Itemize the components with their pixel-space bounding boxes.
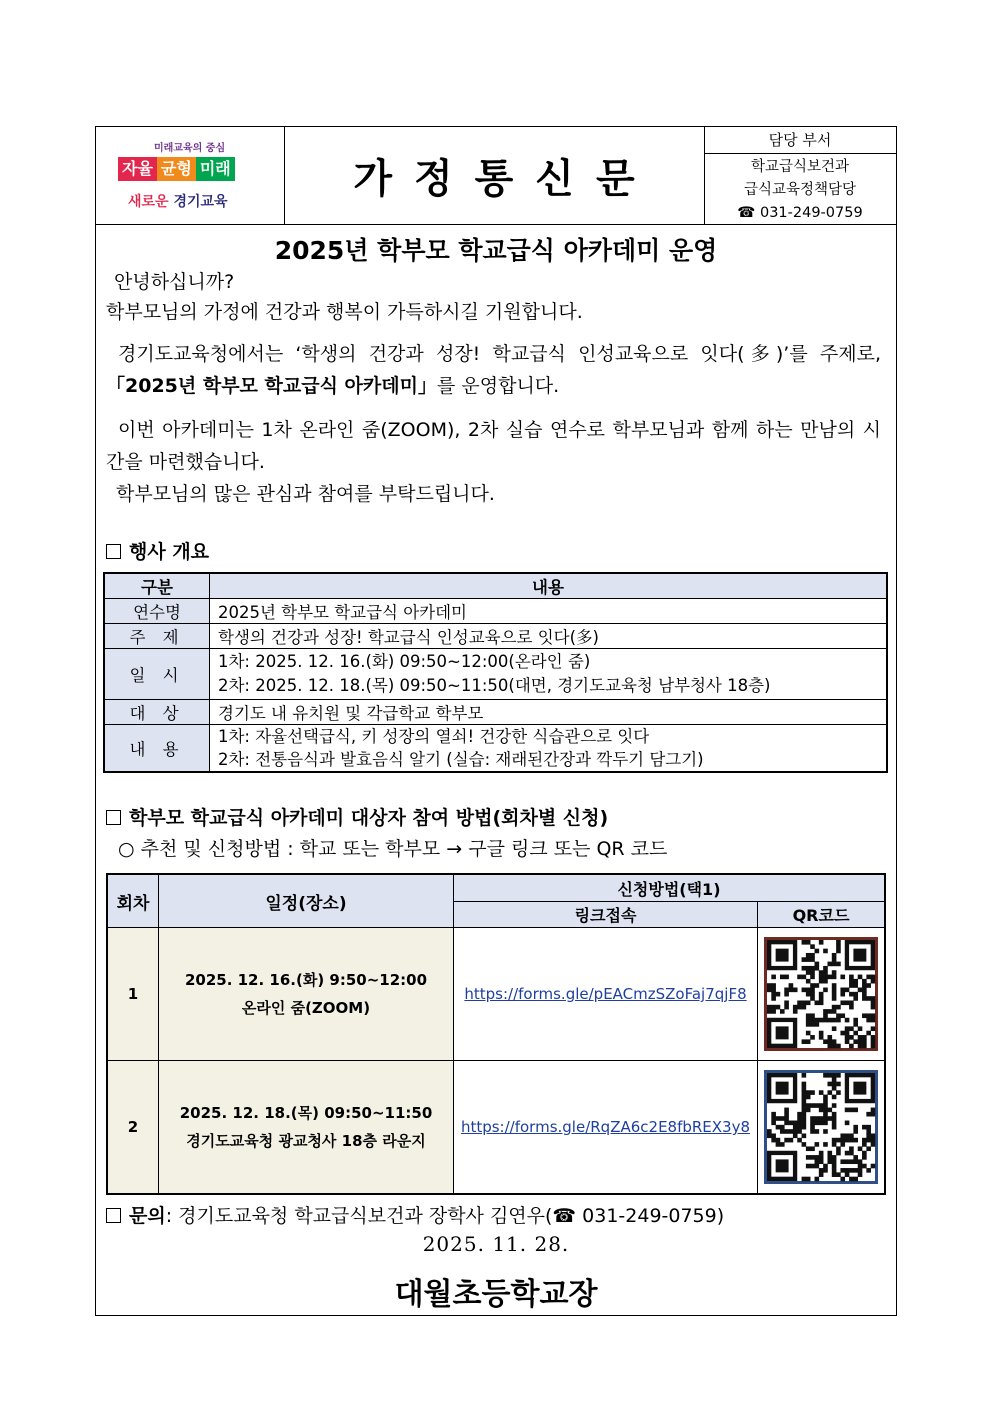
overview-heading-text: 행사 개요 xyxy=(129,541,210,563)
table-row xyxy=(104,624,887,649)
row-key: 대 상 xyxy=(104,700,210,725)
apply-link-2[interactable]: https://forms.gle/RqZA6c2E8fbREX3y8 xyxy=(460,1118,751,1136)
overview-table xyxy=(103,572,888,773)
qr-cell xyxy=(758,928,886,1061)
col-gubun: 구분 xyxy=(104,573,210,599)
table-row xyxy=(104,649,887,700)
col-round: 회차 xyxy=(107,874,159,928)
request-paragraph: 학부모님의 많은 관심과 참여를 부탁드립니다. xyxy=(116,483,495,505)
principal-signature: 대월초등학교장 xyxy=(394,1277,598,1312)
phone-icon: ☎ xyxy=(552,1205,577,1227)
dept-label: 담당 부서 xyxy=(704,127,896,154)
logo-bottom-b: 경기교육 xyxy=(173,194,228,210)
logo-words xyxy=(118,157,235,181)
table-row xyxy=(104,599,887,624)
row-line: 1차: 자율선택급식, 키 성장의 열쇠! 건강한 식습관으로 잇다 xyxy=(218,727,650,746)
participation-heading-text: 학부모 학교급식 아카데미 대상자 참여 방법(회차별 신청) xyxy=(129,807,609,829)
overview-heading xyxy=(106,537,209,564)
table-row xyxy=(107,1061,885,1195)
round-number: 2 xyxy=(107,1061,159,1195)
row-key: 일 시 xyxy=(104,649,210,700)
dept-phone xyxy=(704,202,896,225)
checkbox-icon xyxy=(106,810,121,825)
apply-method: ○ 추천 및 신청방법 : 학교 또는 학부모 → 구글 링크 또는 QR 코드 xyxy=(118,838,668,860)
qr-cell xyxy=(758,1061,886,1195)
qr-code-icon[interactable] xyxy=(764,1070,878,1184)
table-row xyxy=(104,700,887,725)
apply-link-1[interactable]: https://forms.gle/pEACmzSZoFaj7qjF8 xyxy=(464,985,747,1003)
round-number: 1 xyxy=(107,928,159,1061)
schedule-cell xyxy=(159,1061,454,1195)
title-cell xyxy=(284,127,705,224)
schedule-place: 경기도교육청 광교청사 18층 라운지 xyxy=(186,1132,426,1150)
table-row xyxy=(107,928,885,1061)
logo-tagline: 미래교육의 중심 xyxy=(154,143,226,154)
col-qr: QR코드 xyxy=(758,902,886,928)
dept-name-2: 급식교육정책담당 xyxy=(743,182,857,198)
contact-close: ) xyxy=(716,1205,725,1227)
schedule-date: 2025. 12. 16.(화) 9:50~12:00 xyxy=(184,971,428,989)
schedule-cell xyxy=(159,928,454,1061)
row-value: 경기도 내 유치원 및 각급학교 학부모 xyxy=(210,700,888,725)
table-row xyxy=(104,725,887,773)
dept-info xyxy=(704,127,896,224)
newsletter-frame xyxy=(95,126,897,1316)
link-cell xyxy=(454,1061,758,1195)
schedule-place: 온라인 줌(ZOOM) xyxy=(241,999,371,1017)
checkbox-icon xyxy=(106,1208,121,1223)
contact-label: 문의 xyxy=(129,1205,166,1227)
row-line: 2차: 전통음식과 발효음식 알기 (실습: 재래된간장과 깍두기 담그기) xyxy=(218,750,704,769)
schedule-date: 2025. 12. 18.(목) 09:50~11:50 xyxy=(179,1104,433,1122)
intro-event-name: 「2025년 학부모 학교급식 아카데미」 xyxy=(106,375,437,397)
phone-icon: ☎ xyxy=(737,205,756,221)
checkbox-icon xyxy=(106,544,121,559)
contact-line xyxy=(106,1200,881,1232)
row-key: 주 제 xyxy=(104,624,210,649)
col-content: 내용 xyxy=(210,573,888,599)
contact-phone: 031-249-0759 xyxy=(582,1205,717,1227)
logo xyxy=(96,127,285,224)
page-title: 가정통신문 xyxy=(353,156,657,202)
logo-word-1: 자율 xyxy=(118,157,157,181)
logo-word-3: 미래 xyxy=(196,157,235,181)
main-title: 2025년 학부모 학교급식 아카데미 운영 xyxy=(274,236,718,265)
wish-line: 학부모님의 가정에 건강과 행복이 가득하시길 기원합니다. xyxy=(106,301,583,323)
header xyxy=(96,127,896,225)
col-apply: 신청방법(택1) xyxy=(454,874,886,902)
row-line: 2차: 2025. 12. 18.(목) 09:50~11:50(대면, 경기도교육청 남부청사 18층) xyxy=(218,676,771,695)
row-key: 연수명 xyxy=(104,599,210,624)
qr-code-icon[interactable] xyxy=(764,937,878,1051)
intro-text-end: 를 운영합니다. xyxy=(436,375,560,397)
greeting: 안녕하십니까? xyxy=(114,271,235,293)
row-value: 학생의 건강과 성장! 학교급식 인성교육으로 잇다(多) xyxy=(210,624,888,649)
col-link: 링크접속 xyxy=(454,902,758,928)
row-value: 2025년 학부모 학교급식 아카데미 xyxy=(210,599,888,624)
row-line: 1차: 2025. 12. 16.(화) 09:50~12:00(온라인 줌) xyxy=(218,652,591,671)
link-cell xyxy=(454,928,758,1061)
schedule-paragraph: 이번 아카데미는 1차 온라인 줌(ZOOM), 2차 실습 연수로 학부모님과 함께 하는 만남의 시간을 마련했습니다. xyxy=(106,419,881,473)
dept-name-1: 학교급식보건과 xyxy=(750,159,850,175)
participation-table xyxy=(106,873,886,1195)
issue-date: 2025. 11. 28. xyxy=(422,1232,570,1256)
col-schedule: 일정(장소) xyxy=(159,874,454,928)
contact-text: : 경기도교육청 학교급식보건과 장학사 김연우( xyxy=(165,1205,553,1227)
dept-phone-number: 031-249-0759 xyxy=(759,205,863,221)
intro-text: 경기도교육청에서는 ‘학생의 건강과 성장! 학교급식 인성교육으로 잇다(多)’를 주제로, xyxy=(118,343,881,365)
participation-heading xyxy=(106,803,608,830)
logo-word-2: 균형 xyxy=(157,157,196,181)
row-value xyxy=(210,725,888,773)
row-value xyxy=(210,649,888,700)
logo-bottom-a: 새로운 xyxy=(128,194,169,210)
row-key: 내 용 xyxy=(104,725,210,773)
logo-bottom xyxy=(128,191,228,211)
intro-paragraph xyxy=(106,338,881,402)
